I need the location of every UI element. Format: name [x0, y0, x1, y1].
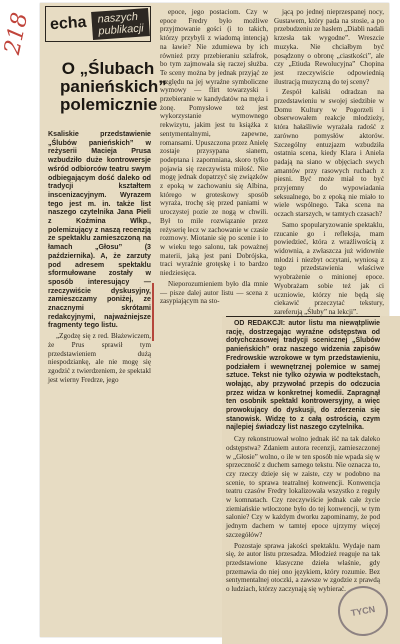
masthead-section-label: [92, 8, 151, 40]
paragraph: Nieporozumieniem było dla mnie — pisze dalej autor listu — scena z zasypiającym na sto-: [160, 279, 268, 306]
article-column-3: [274, 8, 384, 316]
paragraph: jącą po jednej nieprzespanej nocy, Gustawem, który pada na stosie, a po przebudzeniu ze hasłem „Diabli nadali krzesła tak wygodne”. Wreszcie muzyka. Nie chciałbym być posądzony o obronę „ciastkości”, ale czy „Etiuda Rewolucyjna” Chopina jest rzeczywiście odpowiednią ilustracją muzyczną do tej sceny?: [274, 8, 384, 86]
editorial-note-lead: OD REDAKCJI: autor listu ma niewątpliwie rację, dostrzegając wyraźne odstępstwa od dotychczasowej tradycji scenicznej „Ślubów panieńskich” oraz naszego widzenia zapisów Fredrowskie wzrokowe w tym przedstawieniu, podziałem i wewnętrznej polemice w samej sztuce. Tekst nie tylko ożywia w podtekstach, wołając, aby przywołać przepis do odczucia przez widza w konkretnej komedii. Zapragnął ten osobnik spektakl kontrowersyjny, a więc prowokujący do dyskusji, do zderzenia się stanowisk. Widzę to z całą ostrością, czym najlepiej świadczy list naszego czytelnika.: [226, 320, 380, 432]
article-column-2: [160, 8, 268, 316]
paragraph: Zespół kaliski odradzan na przedstawieniu w swojej siedzibie w Domu Kultury w Pogorzeli i obserwowałem reakcje młodzieży, która hałaśliwie wyrażała radość z zarówno pomysłów aktorów. Szczególny entuzjazm wzbudziła ostatnia scena, kiedy Klara i Aniela padają na siano w objęciach swych amantów przy rasowych ruchach z piesni. Być może miał to być przyjemny do wypowiadania seksualnego, bo z epoką nie miało to wiele wspólnego. Taka scena na oczach starszych, w tamtych czasach?: [274, 88, 384, 219]
red-pencil-mark: [152, 283, 154, 341]
paragraph: epoce, jego postaciom. Czy w epoce Fredry było możliwe przyjmowanie gości (i to takich, którzy przybyli z wiadomą intencją) na ławie? Nie zdumiewa by ich również przy przebieraniu szlafrok, bo tym zajmowała się raczej służba. Te sceny można by jednak przyjąć ze względu na jej wyraźne symboliczne wymowy — flirt towarzyski i przebieranie w kandydatów na męża i żonę. Pomysłowe też jest wykorzystanie wymownego rekwizytu, jakim jest tu książka z sentymentalnymi, zapewne, romansami. Upuszczona przez Anielę zostaje przysypana sianem, podeptana i zapomniana, skoro tylko pojawia się rzeczywista miłość. Nie mogę jednak dopatrzyć się związków z epoką w zachowaniu się Albina, którego w groteskowy sposób wyraża, trochę się przed paniami w uroczystej pozie ze nogą w chwili. Był to mile rozwiązanie przez reżyserię lecz w zachowanie w czasie rozmowy. Miotanie się po scenie i to w wieku tego salonu, tak poważnej materii, jaką jest pani Dobrójska, traci wyraźnie grotęskę i to bardzo niedziesięca.: [160, 8, 268, 278]
paragraph: Czy rekonstruował wolno jednak iść na tak daleko odstępstwa? Zdaniem autora recenzji, zamieszczonej w „Głosie” wolno, o ile w ten sposób nie wpada się w sprzeczność z duchem samego tekstu. Nie oznacza to, czy rzeczy dzieje się w zaiste, czy w podobno na scenie, to sprawa teatralnej konwencji. Konwencja teatru czasów Fredry lokalizowała wszystko z reguły w komnatach. Czy rzeczywiście jednak całe życie ziemiańskie wtłoczone było do tej konwencji, w tym salonie? Czy w każdym dworku zapominamy, że pod jednym dachem w tamtej epoce ujrzymy więcej szczegółów?: [226, 435, 380, 539]
editorial-divider: [226, 316, 380, 317]
article-headline: O „Ślubach panieńskich” polemicznie: [60, 59, 167, 114]
masthead-echa: echa: [49, 13, 87, 34]
archive-stamp: TYCN: [334, 582, 392, 640]
paragraph: Samo spopularyzowanie spektaklu, rzucanie go i refleksja, mam powiedzieć, która z wrażliwością z widownia, a zwłaszcza już widownie młodzi i niezbyt oczytani, wyniosą z tego przedstawienia właściwe wyobrażenie o minionej epoce. Wyobrażam sobie też jak ci uczniowie, którzy nie będą się ciekawić przeczytać tekstury, zareferują „Śluby” na lekcji”.: [274, 220, 384, 316]
lead-paragraph: Ksaliskie przedstawienie „Ślubów panieńskich” w reżyserii Macieja Prusa wzbudziło duże kontrowersje wśród odbiorców teatru swym odbiegającym dość daleko od tradycji kształtem inscenizacyjnym. Wyrazem tego jest m. in. także list naszego czytelnika Jana Pieli z Koźmina Wlkp., polemizujący z naszą recenzją ze spektaklu zamieszczoną na łamach „Głosu” (3 października). A, że zarzuty pod adresem spektaklu sformułowane zostały w sposób interesujący — rzeczywiście dyskusyjny, zamieszczamy poniżej, ze znacznymi skrótami redakcyjnymi, najważniejsze fragmenty tego listu.: [48, 130, 151, 330]
paragraph: „Zgodzę się z red. Błażewiczem, że Prus sprawił tym przedstawieniem dużą niespodziankę, ale nie mogę się zgodzić z twierdzeniem, że spektakl jest wierny Fredrze, jego: [48, 332, 151, 384]
section-masthead: [45, 6, 151, 42]
masthead-line2: publikacji: [98, 22, 145, 38]
handwritten-number: 218: [0, 10, 34, 57]
masthead-line1: naszych: [97, 10, 139, 26]
article-column-1: [48, 130, 151, 384]
paragraph: Pozostaje sprawa jakości spektaklu. Wydaje nam się, że autor listu przesadza. Młodzież reaguje na tak przedstawione klasyczne dzieła właśnie, gdy przemawia do niej ono językiem, który rozumie. Bez sentymentalnej otoczki, a zawsze w zgodzie z prawdą o ludziach, którzy zaczynają się wybierać.: [226, 541, 380, 594]
